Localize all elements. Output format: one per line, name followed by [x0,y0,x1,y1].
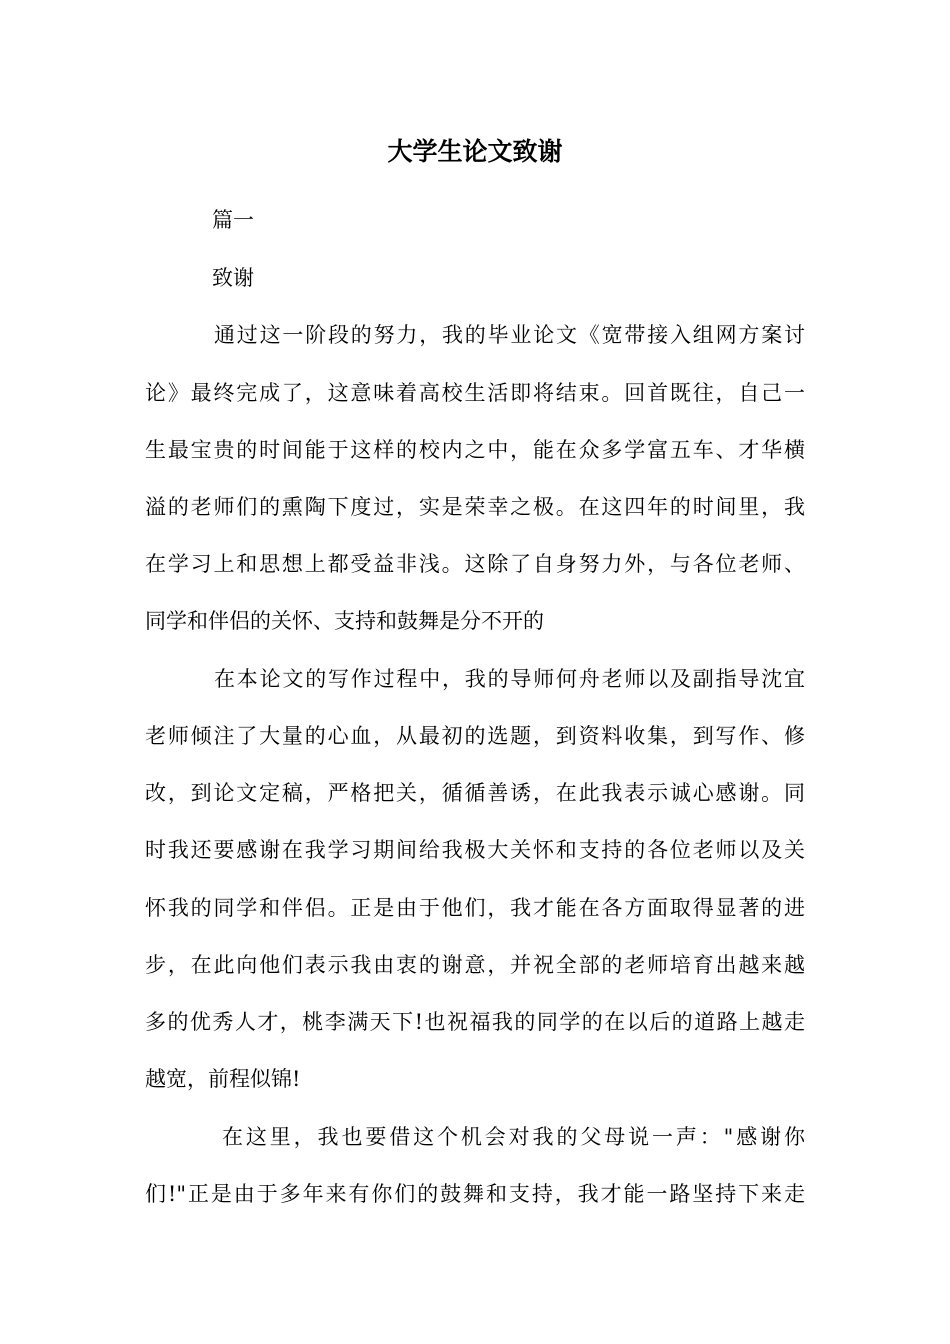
acknowledgement-heading: 致谢 [212,266,254,290]
paragraph-line: 老师倾注了大量的心血，从最初的选题，到资料收集，到写作、修 [145,724,805,748]
paragraph-line: 步，在此向他们表示我由衷的谢意，并祝全部的老师培育出越来越 [145,953,805,977]
paragraph-line: 在这里，我也要借这个机会对我的父母说一声："感谢你 [222,1125,805,1149]
paragraph-line: 们!"正是由于多年来有你们的鼓舞和支持，我才能一路坚持下来走 [145,1182,805,1206]
paragraph-line: 溢的老师们的熏陶下度过，实是荣幸之极。在这四年的时间里，我 [145,495,805,519]
document-title: 大学生论文致谢 [387,137,563,166]
section-label: 篇一 [212,208,254,232]
paragraph-line: 怀我的同学和伴侣。正是由于他们，我才能在各方面取得显著的进 [145,896,805,920]
paragraph-line: 改，到论文定稿，严格把关，循循善诱，在此我表示诚心感谢。同 [145,781,805,805]
paragraph-line: 论》最终完成了，这意味着高校生活即将结束。回首既往，自己一 [145,381,805,405]
paragraph-line: 生最宝贵的时间能于这样的校内之中，能在众多学富五车、才华横 [145,438,805,462]
paragraph-line: 通过这一阶段的努力，我的毕业论文《宽带接入组网方案讨 [214,323,805,347]
paragraph-line: 多的优秀人才，桃李满天下!也祝福我的同学的在以后的道路上越走 [145,1010,805,1034]
paragraph-line: 在本论文的写作过程中，我的导师何舟老师以及副指导沈宜 [214,667,805,691]
paragraph-line: 越宽，前程似锦! [145,1067,301,1091]
paragraph-line: 在学习上和思想上都受益非浅。这除了自身努力外，与各位老师、 [145,552,805,576]
paragraph-line: 时我还要感谢在我学习期间给我极大关怀和支持的各位老师以及关 [145,838,805,862]
paragraph-line: 同学和伴侣的关怀、支持和鼓舞是分不开的 [145,609,544,633]
